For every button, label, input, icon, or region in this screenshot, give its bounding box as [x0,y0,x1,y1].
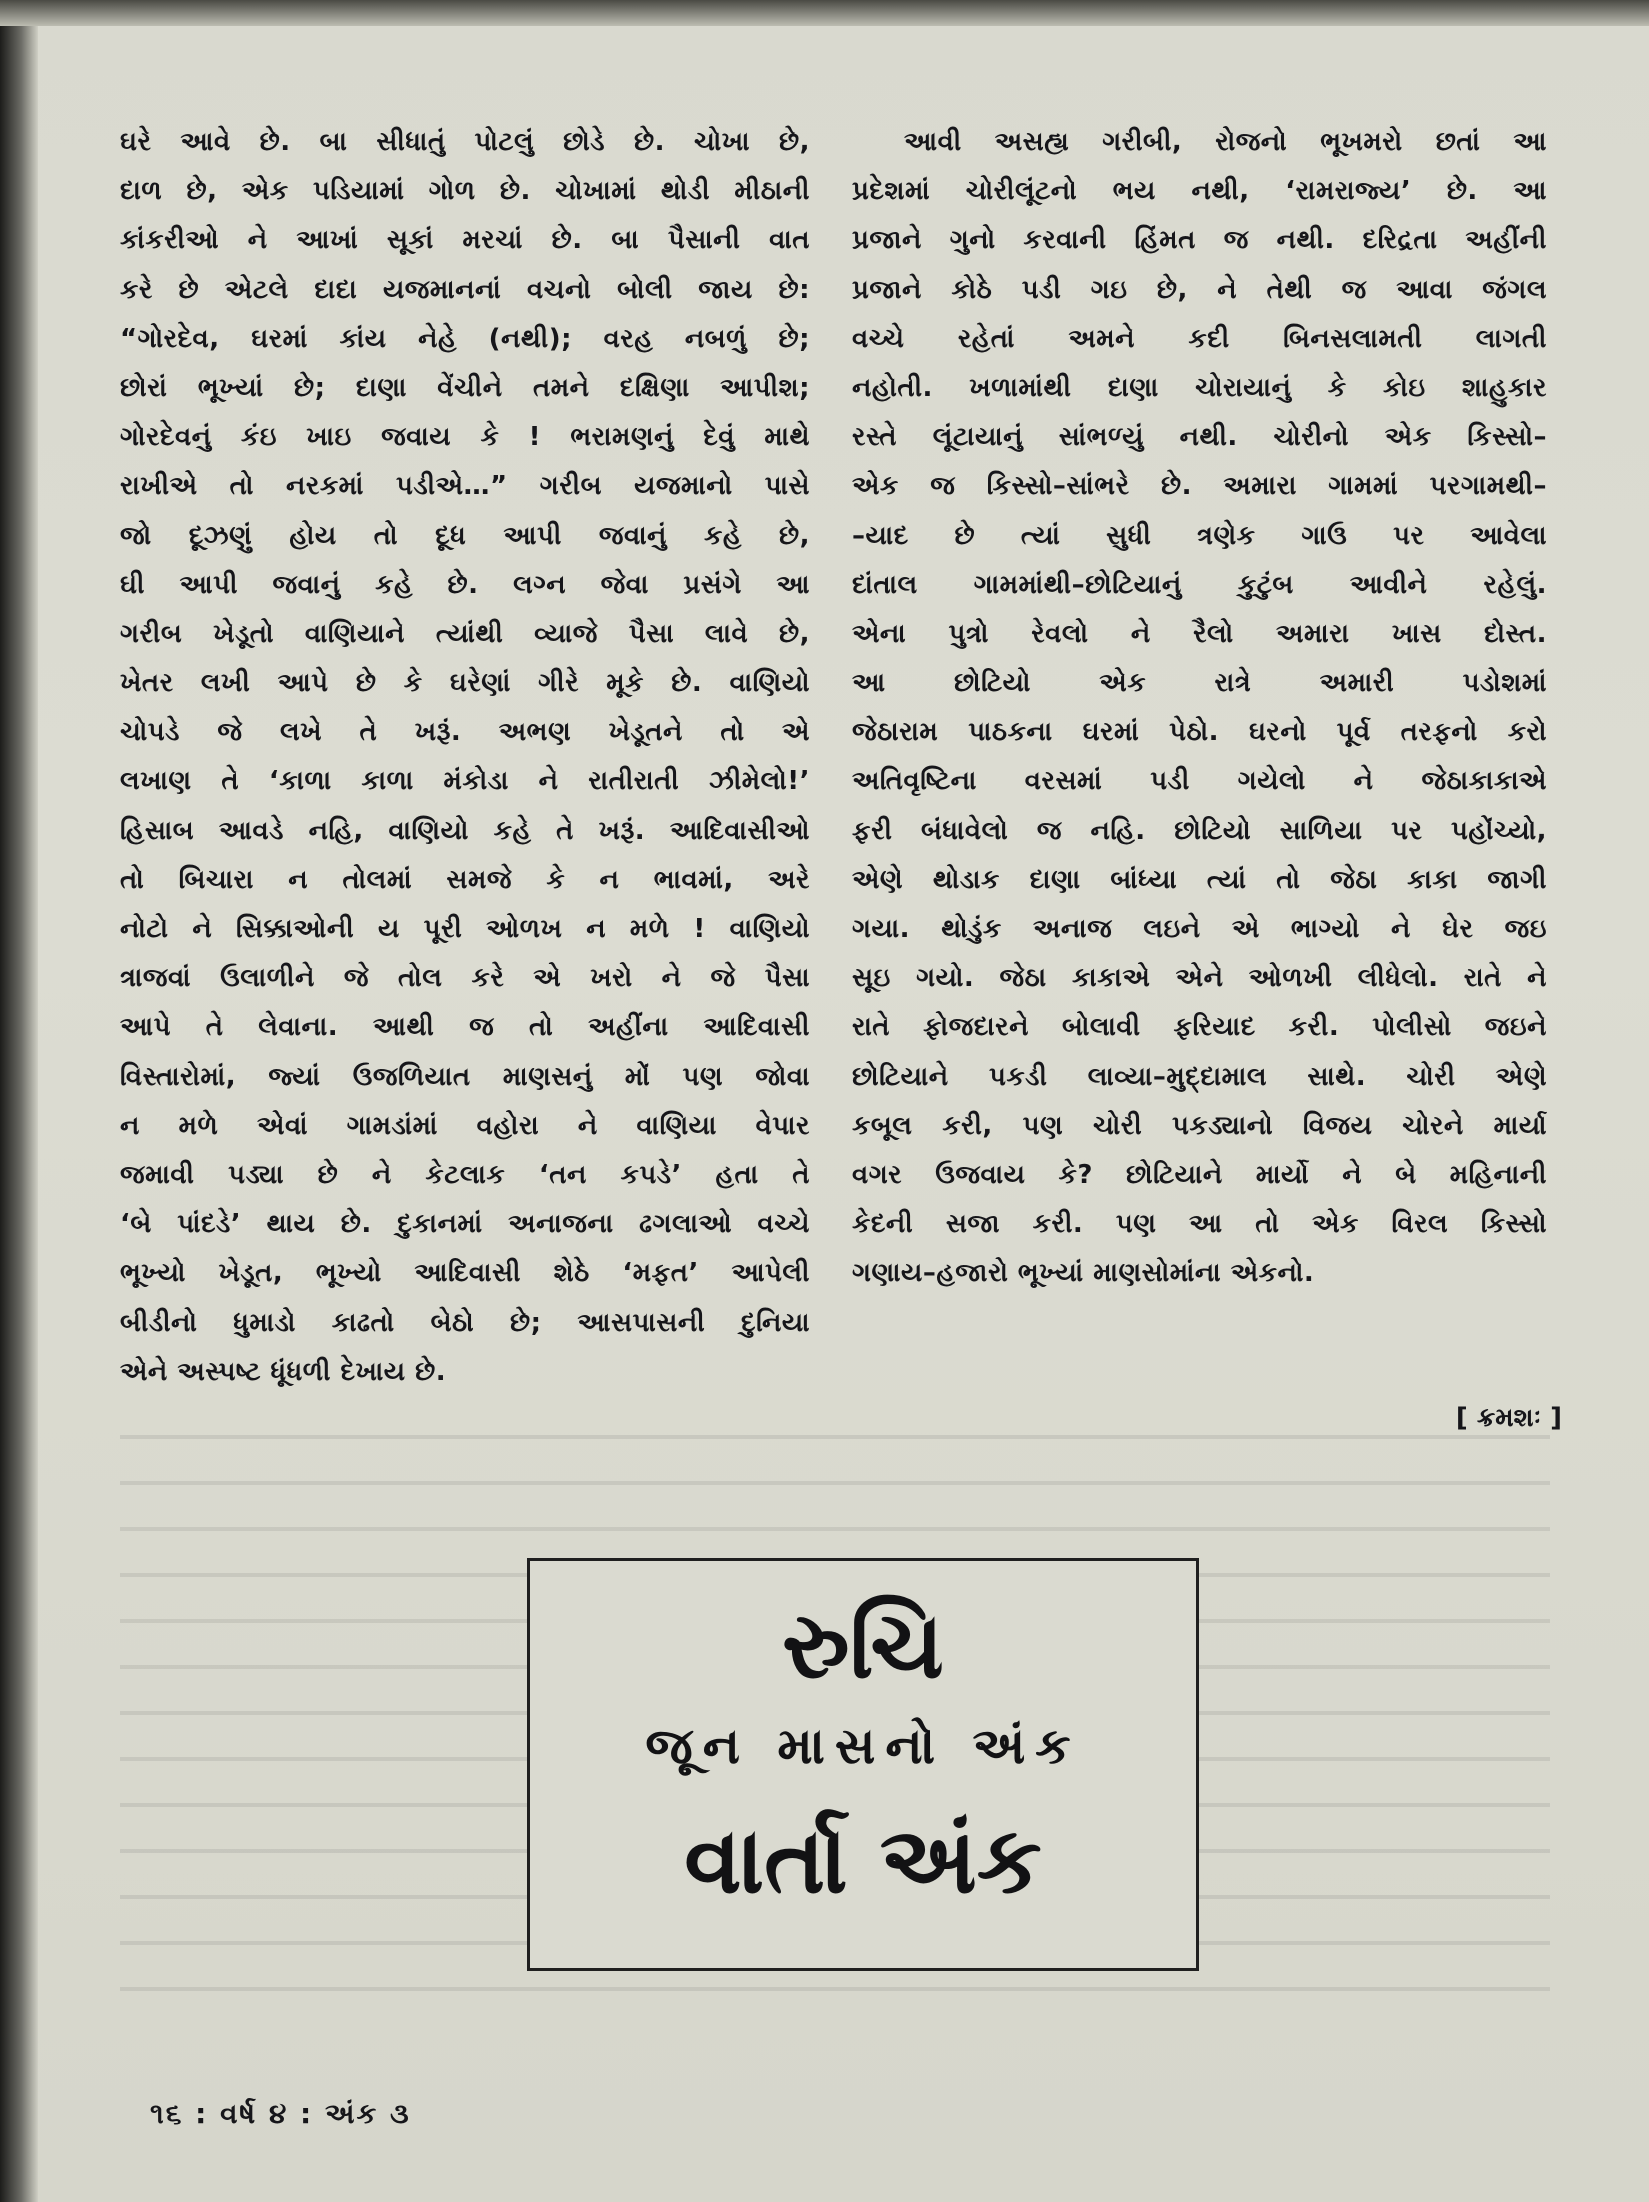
text-line: છોરાં ભૂખ્યાં છે; દાણા વેંચીને તમને દક્ષિણા આપીશ; [120,372,810,403]
text-line: –યાદ છે ત્યાં સુધી ત્રણેક ગાઉ પર આવેલા [852,520,1547,551]
ad-issue-subtitle: જૂન માસનો અંક [645,1717,1081,1775]
text-line: કાંકરીઓ ને આખાં સૂકાં મરચાં છે. બા પૈસાની વાત [120,225,810,256]
text-line: છોટિયાને પકડી લાવ્યા–મુદ્દામાલ સાથે. ચોરી એણે [852,1061,1547,1092]
text-line: “ગોરદેવ, ઘરમાં કાંય નેહે (નથી); વરહ નબળું છે; [120,323,810,354]
text-line: ઘરે આવે છે. બા સીધાતું પોટલું છોડે છે. ચોખા છે, [120,127,810,157]
text-line: કબૂલ કરી, પણ ચોરી પકડ્યાનો વિજય ચોરને માર્યા [852,1110,1547,1141]
text-line: ખેતર લખી આપે છે કે ઘરેણાં ગીરે મૂકે છે. વાણિયો [120,668,810,699]
text-line: કરે છે એટલે દાદા યજમાનનાં વચનો બોલી જાય છે: [120,274,810,305]
article-left-column [120,118,810,1397]
text-line: લખાણ તે ‘કાળા કાળા મંકોડા ને રાતીરાતી ઝીમેલો!’ [120,766,810,797]
ad-headline: વાર્તા અંક [684,1807,1042,1914]
text-line: એના પુત્રો રેવલો ને રૈલો અમારા ખાસ દોસ્ત. [852,618,1547,649]
text-line: વચ્ચે રહેતાં અમને કદી બિનસલામતી લાગતી [852,323,1547,354]
text-line: પ્રજાને કોઠે પડી ગઇ છે, ને તેથી જ આવા જંગલ [852,274,1547,305]
ad-magazine-title: રુચિ [782,1592,944,1699]
scan-shadow-top [0,0,1649,26]
text-line: વિસ્તારોમાં, જ્યાં ઉજળિયાત માણસનું મોં પણ જોવા [120,1061,810,1092]
text-line: હિસાબ આવડે નહિ, વાણિયો કહે તે ખરૂં. આદિવાસીઓ [120,815,810,846]
text-line: ત્રાજવાં ઉલાળીને જે તોલ કરે એ ખરો ને જે પૈસા [120,963,810,994]
text-line: એને અસ્પષ્ટ ધૂંધળી દેખાય છે. [120,1356,447,1387]
text-line: તો બિચારા ન તોલમાં સમજે કે ન ભાવમાં, અરે [120,864,810,895]
text-line: બીડીનો ધુમાડો કાઢતો બેઠો છે; આસપાસની દુનિયા [120,1307,810,1338]
text-line: કેદની સજા કરી. પણ આ તો એક વિરલ કિસ્સો [852,1209,1547,1240]
text-line: રસ્તે લૂંટાયાનું સાંભળ્યું નથી. ચોરીનો એક કિસ્સો– [852,422,1547,453]
text-line: સૂઇ ગયો. જેઠા કાકાએ એને ઓળખી લીધેલો. રાતે ને [852,963,1547,994]
article-right-column [852,118,1547,1299]
text-line: વગર ઉજવાય કે? છોટિયાને માર્યો ને બે મહિનાની [852,1159,1547,1190]
text-line: પ્રદેશમાં ચોરીલૂંટનો ભય નથી, ‘રામરાજ્ય’ છે. આ [852,176,1547,207]
text-line: ગરીબ ખેડૂતો વાણિયાને ત્યાંથી વ્યાજે પૈસા લાવે છે, [120,618,810,649]
text-line: એણે થોડાક દાણા બાંધ્યા ત્યાં તો જેઠા કાકા જાગી [852,864,1547,895]
text-line: ‘બે પાંદડે’ થાય છે. દુકાનમાં અનાજના ઢગલાઓ વચ્ચે [120,1209,810,1240]
text-line: આવી અસહ્ય ગરીબી, રોજનો ભૂખમરો છતાં આ [904,127,1547,157]
text-line: અતિવૃષ્ટિના વરસમાં પડી ગયેલો ને જેઠાકાકાએ [852,766,1547,797]
text-line: ગોરદેવનું કંઇ ખાઇ જવાય કે ! ભરામણનું દેવું માથે [120,422,810,453]
page-footer: ૧૬ : વર્ષ ૪ : અંક ૩ [150,2097,411,2130]
text-line: રાખીએ તો નરકમાં પડીએ…” ગરીબ યજમાનો પાસે [120,471,810,502]
text-line: ભૂખ્યો ખેડૂત, ભૂખ્યો આદિવાસી શેઠે ‘મફત’ આપેલી [120,1258,810,1289]
text-line: નહોતી. ખળામાંથી દાણા ચોરાયાનું કે કોઇ શાહુકાર [852,372,1547,403]
text-line: રાતે ફોજદારને બોલાવી ફરિયાદ કરી. પોલીસો જઇને [852,1012,1547,1043]
text-line: ગણાય–હજારો ભૂખ્યાં માણસોમાંના એકનો. [852,1258,1315,1289]
text-line: દાંતાલ ગામમાંથી–છોટિયાનું કુટુંબ આવીને રહેલું. [852,569,1547,600]
text-line: ગયા. થોડુંક અનાજ લઇને એ ભાગ્યો ને ઘેર જઇ [852,914,1547,944]
text-line: ચોપડે જે લખે તે ખરૂં. અભણ ખેડૂતને તો એ [120,717,810,748]
text-line: ફરી બંધાવેલો જ નહિ. છોટિયો સાળિયા પર પહોંચ્યો, [852,815,1547,846]
text-line: ન મળે એવાં ગામડાંમાં વહોરા ને વાણિયા વેપાર [120,1110,810,1141]
text-line: પ્રજાને ગુનો કરવાની હિંમત જ નથી. દરિદ્રતા અહીંની [852,225,1547,256]
text-line: ઘી આપી જવાનું કહે છે. લગ્ન જેવા પ્રસંગે આ [120,569,810,600]
scan-shadow-left [0,0,38,2202]
text-line: જેઠારામ પાઠકના ઘરમાં પેઠો. ઘરનો પૂર્વ તરફનો કરો [852,717,1547,748]
text-line: જો દૂઝણું હોય તો દૂધ આપી જવાનું કહે છે, [120,520,810,551]
text-line: જમાવી પડ્યા છે ને કેટલાક ‘તન કપડે’ હતા તે [120,1159,810,1190]
text-line: એક જ કિસ્સો–સાંભરે છે. અમારા ગામમાં પરગામથી– [852,471,1547,502]
ruchi-advertisement-box [527,1558,1199,1971]
text-line: દાળ છે, એક પડિયામાં ગોળ છે. ચોખામાં થોડી મીઠાની [120,176,810,207]
continued-marker: [ ક્રમશઃ ] [1455,1403,1562,1433]
text-line: આપે તે લેવાના. આથી જ તો અહીંના આદિવાસી [120,1012,810,1043]
text-line: નોટો ને સિક્કાઓની ય પૂરી ઓળખ ન મળે ! વાણિયો [120,914,810,944]
text-line: આ છોટિયો એક રાત્રે અમારી પડોશમાં [852,668,1547,699]
